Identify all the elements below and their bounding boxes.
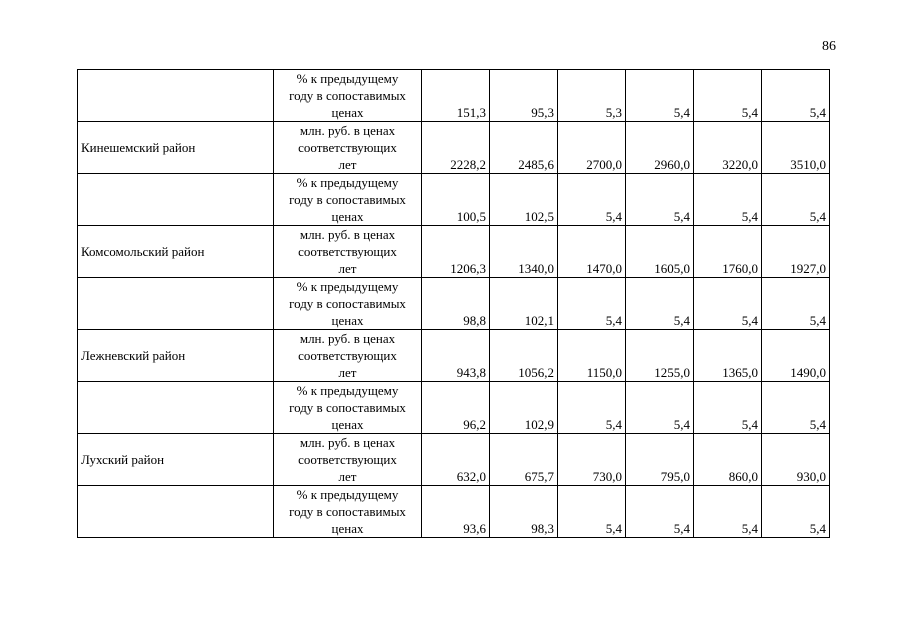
value-cell: 5,4 [558, 486, 626, 538]
value-cell: 1056,2 [490, 330, 558, 382]
table-row [78, 330, 830, 382]
table-row [78, 122, 830, 174]
value-cell: 5,3 [558, 70, 626, 122]
value-cell: 1365,0 [694, 330, 762, 382]
unit-cell: млн. руб. в ценах соответствующих лет [274, 434, 422, 486]
table-row [78, 382, 830, 434]
value-cell: 5,4 [694, 278, 762, 330]
table-row [78, 174, 830, 226]
value-cell: 5,4 [558, 382, 626, 434]
value-cell: 98,3 [490, 486, 558, 538]
region-cell: Лежневский район [78, 330, 274, 382]
region-cell [78, 486, 274, 538]
value-cell: 5,4 [762, 278, 830, 330]
value-cell: 151,3 [422, 70, 490, 122]
unit-cell: % к предыдущему году в сопоставимых ценах [274, 70, 422, 122]
page-number: 86 [822, 39, 836, 54]
value-cell: 1605,0 [626, 226, 694, 278]
value-cell: 102,1 [490, 278, 558, 330]
unit-cell: млн. руб. в ценах соответствующих лет [274, 330, 422, 382]
value-cell: 3510,0 [762, 122, 830, 174]
value-cell: 1470,0 [558, 226, 626, 278]
table-body [78, 70, 830, 538]
value-cell: 632,0 [422, 434, 490, 486]
region-cell [78, 174, 274, 226]
value-cell: 860,0 [694, 434, 762, 486]
unit-cell: млн. руб. в ценах соответствующих лет [274, 122, 422, 174]
region-cell [78, 278, 274, 330]
unit-cell: млн. руб. в ценах соответствующих лет [274, 226, 422, 278]
value-cell: 5,4 [694, 174, 762, 226]
value-cell: 5,4 [762, 486, 830, 538]
forecast-table [77, 69, 830, 538]
value-cell: 5,4 [558, 174, 626, 226]
value-cell: 5,4 [762, 70, 830, 122]
value-cell: 1255,0 [626, 330, 694, 382]
value-cell: 675,7 [490, 434, 558, 486]
value-cell: 2960,0 [626, 122, 694, 174]
value-cell: 95,3 [490, 70, 558, 122]
value-cell: 98,8 [422, 278, 490, 330]
value-cell: 100,5 [422, 174, 490, 226]
value-cell: 930,0 [762, 434, 830, 486]
value-cell: 943,8 [422, 330, 490, 382]
value-cell: 795,0 [626, 434, 694, 486]
value-cell: 2485,6 [490, 122, 558, 174]
value-cell: 93,6 [422, 486, 490, 538]
value-cell: 5,4 [694, 382, 762, 434]
value-cell: 1927,0 [762, 226, 830, 278]
value-cell: 5,4 [558, 278, 626, 330]
region-cell: Комсомольский район [78, 226, 274, 278]
value-cell: 2228,2 [422, 122, 490, 174]
value-cell: 102,9 [490, 382, 558, 434]
value-cell: 1490,0 [762, 330, 830, 382]
value-cell: 1340,0 [490, 226, 558, 278]
unit-cell: % к предыдущему году в сопоставимых ценах [274, 486, 422, 538]
value-cell: 1150,0 [558, 330, 626, 382]
value-cell: 5,4 [626, 278, 694, 330]
unit-cell: % к предыдущему году в сопоставимых ценах [274, 174, 422, 226]
value-cell: 1760,0 [694, 226, 762, 278]
unit-cell: % к предыдущему году в сопоставимых ценах [274, 278, 422, 330]
table-row [78, 434, 830, 486]
value-cell: 5,4 [694, 70, 762, 122]
value-cell: 5,4 [626, 382, 694, 434]
table-row [78, 226, 830, 278]
unit-cell: % к предыдущему году в сопоставимых ценах [274, 382, 422, 434]
region-cell: Лухский район [78, 434, 274, 486]
value-cell: 102,5 [490, 174, 558, 226]
value-cell: 5,4 [626, 174, 694, 226]
value-cell: 5,4 [626, 70, 694, 122]
value-cell: 96,2 [422, 382, 490, 434]
table-row [78, 70, 830, 122]
value-cell: 5,4 [694, 486, 762, 538]
region-cell [78, 70, 274, 122]
value-cell: 5,4 [626, 486, 694, 538]
value-cell: 5,4 [762, 174, 830, 226]
value-cell: 1206,3 [422, 226, 490, 278]
table-row [78, 278, 830, 330]
region-cell: Кинешемский район [78, 122, 274, 174]
region-cell [78, 382, 274, 434]
value-cell: 5,4 [762, 382, 830, 434]
value-cell: 3220,0 [694, 122, 762, 174]
value-cell: 730,0 [558, 434, 626, 486]
value-cell: 2700,0 [558, 122, 626, 174]
table-row [78, 486, 830, 538]
